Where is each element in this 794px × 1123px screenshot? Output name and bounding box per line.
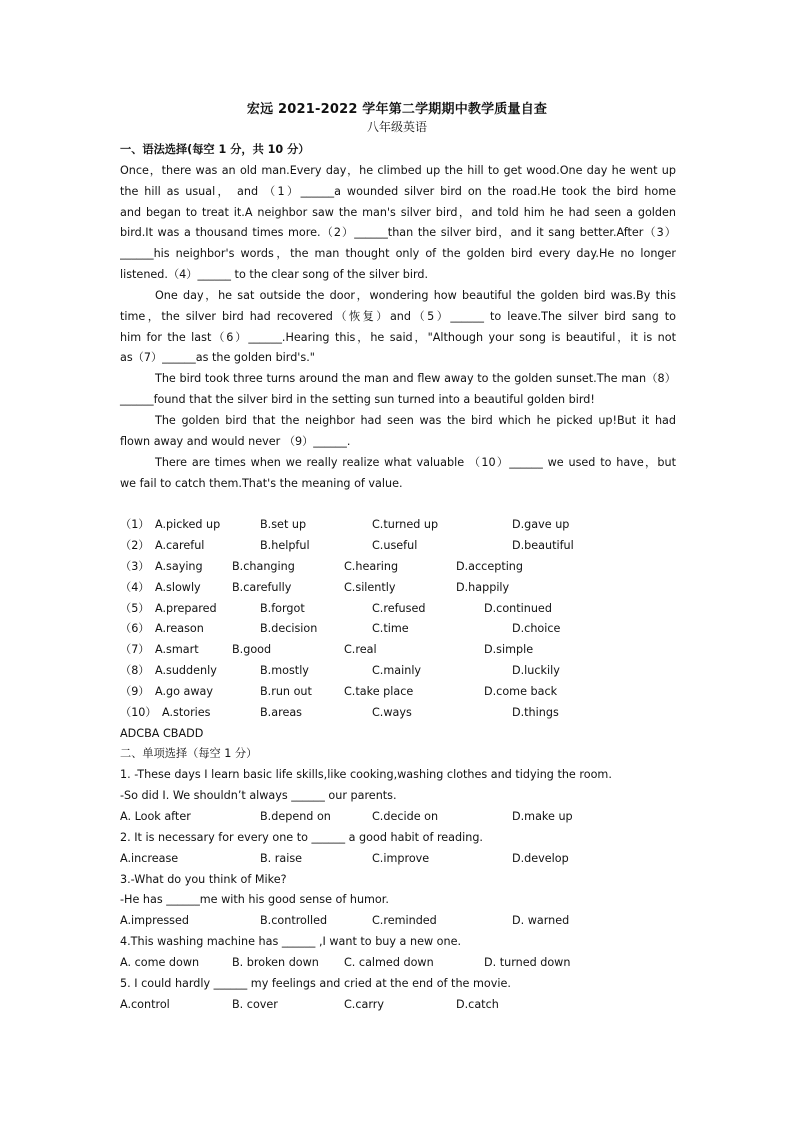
option-b: B.helpful bbox=[260, 539, 310, 553]
option-a: A. Look after bbox=[120, 810, 191, 823]
passage-line: him for the last（6）______.Hearing this，he said，"Although your song is beautiful，it is not bbox=[120, 330, 676, 344]
option-b: B.depend on bbox=[260, 810, 331, 823]
option-d: D. warned bbox=[512, 914, 570, 928]
option-a: A.reason bbox=[155, 622, 204, 636]
option-d: D.choice bbox=[512, 622, 561, 636]
option-d: D.happily bbox=[456, 580, 510, 594]
exam-content bbox=[120, 140, 676, 1015]
option-a: A.suddenly bbox=[155, 664, 217, 678]
question-5 bbox=[120, 974, 676, 1016]
passage-line: There are times when we really realize what valuable （10）______ we used to have，but bbox=[155, 455, 676, 469]
option-a: A.stories bbox=[162, 705, 211, 719]
option-number: （2） bbox=[120, 539, 150, 553]
question-text: 5. I could hardly ______ my feelings and cried at the end of the movie. bbox=[120, 976, 511, 990]
option-a: A. come down bbox=[120, 955, 200, 969]
option-a: A.smart bbox=[155, 643, 199, 657]
option-d: D.luckily bbox=[512, 664, 560, 678]
option-d: D.simple bbox=[484, 643, 534, 657]
option-row bbox=[120, 911, 676, 932]
option-c: C.hearing bbox=[344, 559, 399, 573]
option-b: B. broken down bbox=[232, 955, 319, 969]
option-a: A.prepared bbox=[155, 601, 217, 615]
option-row bbox=[120, 807, 676, 828]
option-c: C.time bbox=[372, 622, 409, 636]
option-d: D.beautiful bbox=[512, 539, 574, 553]
option-c: C. calmed down bbox=[344, 955, 434, 969]
question-text: 3.-What do you think of Mike? bbox=[120, 872, 287, 886]
question-1 bbox=[120, 765, 676, 828]
option-c: C.take place bbox=[344, 684, 414, 698]
option-c: C.refused bbox=[372, 601, 426, 615]
option-a: A.picked up bbox=[155, 518, 221, 532]
option-c: C.carry bbox=[344, 997, 384, 1011]
option-d: D.come back bbox=[484, 684, 558, 698]
option-b: B. cover bbox=[232, 997, 278, 1011]
option-row bbox=[120, 619, 676, 640]
option-b: B.decision bbox=[260, 622, 318, 636]
option-a: A.increase bbox=[120, 851, 179, 865]
page-subtitle: 八年级英语 bbox=[366, 120, 427, 134]
option-row bbox=[120, 640, 676, 661]
option-a: A.saying bbox=[155, 559, 203, 573]
passage-line: listened.（4）______ to the clear song of the silver bird. bbox=[120, 268, 429, 282]
option-c: C.silently bbox=[344, 580, 396, 594]
option-number: （5） bbox=[120, 601, 150, 615]
option-d: D. turned down bbox=[484, 955, 571, 969]
passage-line: One day，he sat outside the door，wondering how beautiful the golden bird was.By this bbox=[155, 288, 676, 302]
passage-line: as（7）______as the golden bird's." bbox=[120, 351, 315, 365]
option-number: （9） bbox=[120, 684, 150, 698]
passage-line: we fail to catch them.That's the meaning of value. bbox=[120, 476, 403, 490]
option-d: D.continued bbox=[484, 601, 552, 615]
option-a: A.impressed bbox=[120, 914, 189, 928]
option-row bbox=[120, 849, 676, 870]
option-d: D.gave up bbox=[512, 518, 570, 532]
option-row bbox=[120, 995, 676, 1016]
option-c: C.turned up bbox=[372, 518, 439, 532]
section1-heading: 一、语法选择(每空 1 分，共 10 分） bbox=[120, 143, 310, 156]
passage-line: and began to treat it.A neighbor saw the man's silver bird，and told him he had seen a golden bbox=[120, 205, 676, 219]
question-text: 2. It is necessary for every one to ______ a good habit of reading. bbox=[120, 830, 483, 844]
option-row bbox=[120, 953, 676, 974]
passage-line: the hill as usual， and （1）______a wounded silver bird on the road.He took the bird home bbox=[120, 184, 676, 198]
option-c: C.useful bbox=[372, 539, 418, 553]
option-b: B.mostly bbox=[260, 664, 309, 678]
option-b: B.set up bbox=[260, 518, 307, 532]
passage-line: The bird took three turns around the man and flew away to the golden sunset.The man（8） bbox=[155, 372, 676, 386]
passage-line: flown away and would never （9）______. bbox=[120, 434, 351, 448]
option-row bbox=[120, 578, 676, 599]
option-b: B.good bbox=[232, 643, 272, 657]
option-b: B.run out bbox=[260, 684, 312, 698]
option-number: （7） bbox=[120, 643, 150, 657]
option-b: B.controlled bbox=[260, 914, 328, 928]
option-row bbox=[120, 682, 676, 703]
option-b: B.forgot bbox=[260, 601, 305, 615]
option-a: A.careful bbox=[155, 539, 205, 553]
passage-line: The golden bird that the neighbor had seen was the bird which he picked up!But it had bbox=[155, 413, 676, 427]
option-number: （4） bbox=[120, 580, 150, 594]
answer-key: ADCBA CBADD bbox=[120, 726, 204, 740]
option-row bbox=[120, 599, 676, 620]
options-list bbox=[120, 515, 676, 723]
option-number: （6） bbox=[120, 622, 150, 636]
question-text: -So did I. We shouldn’t always ______ our parents. bbox=[120, 789, 397, 803]
option-a: A.control bbox=[120, 997, 170, 1011]
section2-heading: 二、单项选择（每空 1 分） bbox=[120, 747, 258, 761]
option-b: B. raise bbox=[260, 851, 303, 865]
passage-line: time，the silver bird had recovered（恢复）and（5）______ to leave.The silver bird sang to bbox=[120, 309, 676, 323]
option-row bbox=[120, 536, 676, 557]
passage-line: bird.It was a thousand times more.（2）______than the silver bird，and it sang better.After（3） bbox=[120, 226, 676, 240]
option-row bbox=[120, 557, 676, 578]
option-c: C.mainly bbox=[372, 664, 422, 678]
option-row bbox=[120, 703, 676, 724]
option-row bbox=[120, 515, 676, 536]
option-c: C.real bbox=[344, 643, 377, 657]
option-d: D.things bbox=[512, 705, 559, 719]
option-c: C.reminded bbox=[372, 914, 437, 928]
passage-line: Once，there was an old man.Every day，he climbed up the hill to get wood.One day he went up bbox=[120, 163, 676, 177]
passage-line: ______found that the silver bird in the setting sun turned into a beautiful golden bird! bbox=[120, 393, 595, 407]
option-b: B.carefully bbox=[232, 580, 292, 594]
option-number: （10） bbox=[120, 705, 157, 719]
question-2 bbox=[120, 828, 676, 870]
option-number: （3） bbox=[120, 559, 150, 573]
option-c: C.ways bbox=[372, 705, 412, 719]
option-b: B.changing bbox=[232, 559, 295, 573]
option-a: A.go away bbox=[155, 684, 213, 698]
question-text: 4.This washing machine has ______ ,I want to buy a new one. bbox=[120, 935, 462, 949]
question-text: 1. -These days I learn basic life skills,like cooking,washing clothes and tidying the room. bbox=[120, 768, 612, 782]
option-a: A.slowly bbox=[155, 580, 201, 594]
passage bbox=[120, 161, 676, 495]
option-d: D.catch bbox=[456, 997, 499, 1011]
option-c: C.decide on bbox=[372, 810, 439, 823]
passage-line: ______his neighbor's words，the man thought only of the golden bird every day.He no longer bbox=[120, 247, 676, 261]
option-number: （1） bbox=[120, 518, 150, 532]
option-d: D.develop bbox=[512, 851, 569, 865]
question-3 bbox=[120, 870, 676, 933]
option-row bbox=[120, 661, 676, 682]
option-number: （8） bbox=[120, 664, 150, 678]
question-text: -He has ______me with his good sense of humor. bbox=[120, 893, 389, 907]
question-4 bbox=[120, 932, 676, 974]
option-d: D.make up bbox=[512, 810, 573, 823]
page-title: 宏远 2021-2022 学年第二学期期中教学质量自查 bbox=[246, 102, 548, 117]
option-b: B.areas bbox=[260, 705, 303, 719]
option-d: D.accepting bbox=[456, 559, 523, 573]
option-c: C.improve bbox=[372, 851, 430, 865]
